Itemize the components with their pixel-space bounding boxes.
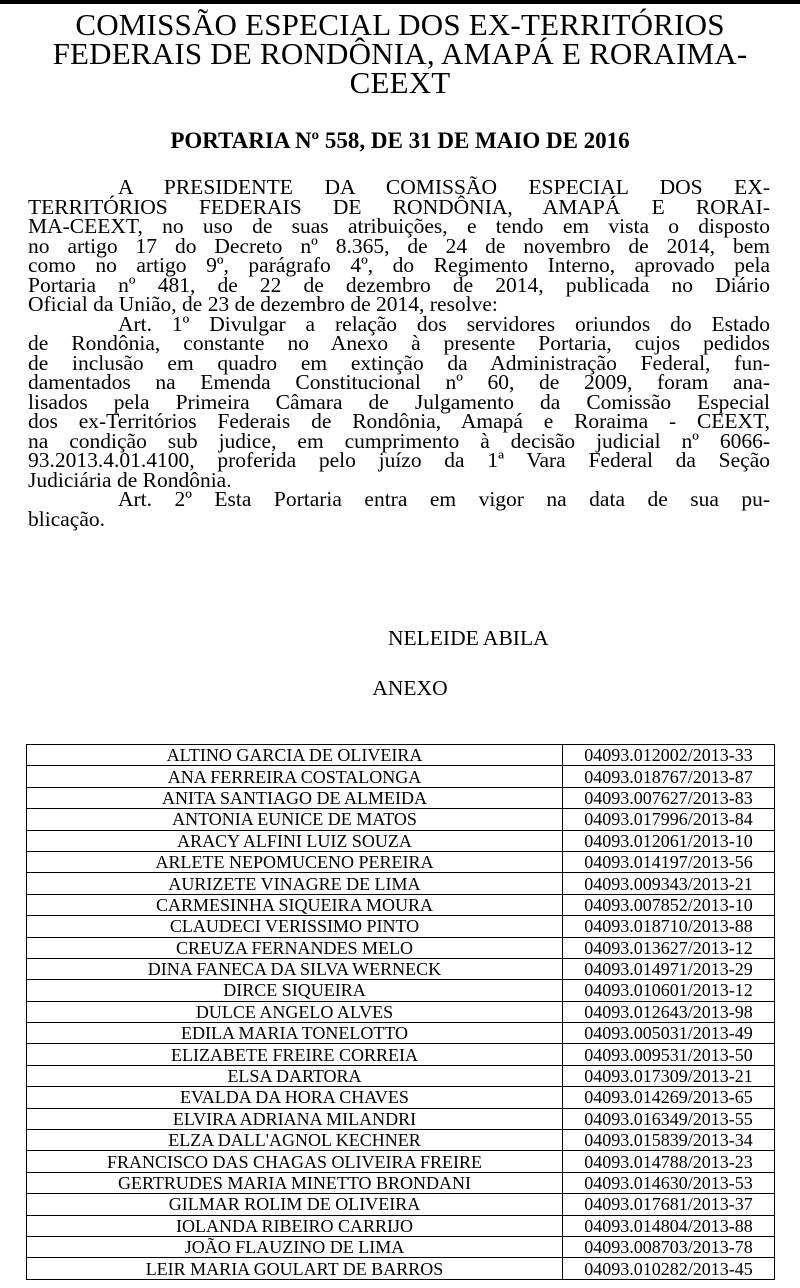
table-row [27,1130,775,1151]
body-line: 93.2013.4.01.4100, proferida pelo juízo da 1ª Vara Federal da Seção [28,448,770,472]
table-row [27,1194,775,1215]
body-line: Judiciária de Rondônia. [28,467,232,492]
table-row [27,745,775,766]
table-row [27,1172,775,1193]
servidor-name-cell: DIRCE SIQUEIRA [27,980,563,1001]
table-row [27,894,775,915]
body-line: dos ex-Territórios Federais de Rondônia, Amapá e Roraima - CEEXT, [28,409,770,433]
body-line: de Rondônia, constante no Anexo à presente Portaria, cujos pedidos [28,331,770,355]
servidor-name-cell: ELZA DALL'AGNOL KECHNER [27,1130,563,1151]
table-row [27,830,775,851]
body-line: A PRESIDENTE DA COMISSÃO ESPECIAL DOS EX- [118,175,770,199]
top-rule [0,0,800,4]
servidor-name-cell: IOLANDA RIBEIRO CARRIJO [27,1215,563,1236]
body-line: MA-CEEXT, no uso de suas atribuições, e tendo em vista o disposto [28,214,770,238]
process-number-cell: 04093.017309/2013-21 [563,1065,775,1086]
header-title-line-2: FEDERAIS DE RONDÔNIA, AMAPÁ E RORAIMA- [52,36,748,71]
process-number-cell: 04093.009343/2013-21 [563,873,775,894]
body-line: Portaria nº 481, de 22 de dezembro de 2014, publicada no Diário [28,272,770,297]
servidor-name-cell: FRANCISCO DAS CHAGAS OLIVEIRA FREIRE [27,1151,563,1172]
body-line: lisados pela Primeira Câmara de Julgamento da Comissão Especial [28,389,770,414]
servidor-name-cell: ELSA DARTORA [27,1065,563,1086]
body-line: como no artigo 9º, parágrafo 4º, do Regimento Interno, aprovado pela [28,253,770,277]
servidor-name-cell: ARACY ALFINI LUIZ SOUZA [27,830,563,851]
body-line: na condição sub judice, em cumprimento à decisão judicial nº 6066- [28,428,770,453]
servidor-name-cell: JOÃO FLAUZINO DE LIMA [27,1236,563,1257]
process-number-cell: 04093.018710/2013-88 [563,916,775,937]
table-row [27,937,775,958]
table-row [27,787,775,808]
servidor-name-cell: ANTONIA EUNICE DE MATOS [27,809,563,830]
anexo-table-body [27,745,775,1280]
servidor-name-cell: ALTINO GARCIA DE OLIVEIRA [27,745,563,766]
header-title-line-1: COMISSÃO ESPECIAL DOS EX-TERRITÓRIOS [75,7,725,42]
table-row [27,851,775,872]
process-number-cell: 04093.014804/2013-88 [563,1215,775,1236]
process-number-cell: 04093.010601/2013-12 [563,980,775,1001]
document-header [0,7,800,100]
servidor-name-cell: GILMAR ROLIM DE OLIVEIRA [27,1194,563,1215]
process-number-cell: 04093.014269/2013-65 [563,1087,775,1108]
process-number-cell: 04093.007627/2013-83 [563,787,775,808]
table-row [27,1215,775,1236]
body-line: Art. 1º Divulgar a relação dos servidores oriundos do Estado [118,311,770,336]
body-line: Art. 2º Esta Portaria entra em vigor na data de sua pu- [118,487,770,511]
anexo-title: ANEXO [372,676,448,700]
servidor-name-cell: ANA FERREIRA COSTALONGA [27,766,563,787]
process-number-cell: 04093.018767/2013-87 [563,766,775,787]
body-line: no artigo 17 do Decreto nº 8.365, de 24 de novembro de 2014, bem [28,233,770,258]
table-row [27,1023,775,1044]
servidor-name-cell: CREUZA FERNANDES MELO [27,937,563,958]
process-number-cell: 04093.014788/2013-23 [563,1151,775,1172]
process-number-cell: 04093.017996/2013-84 [563,809,775,830]
table-row [27,873,775,894]
servidor-name-cell: CARMESINHA SIQUEIRA MOURA [27,894,563,915]
body-line: damentados na Emenda Constitucional nº 60, de 2009, foram ana- [28,370,770,394]
process-number-cell: 04093.007852/2013-10 [563,894,775,915]
table-row [27,980,775,1001]
anexo-table [26,744,775,1280]
process-number-cell: 04093.009531/2013-50 [563,1044,775,1065]
body-line: de inclusão em quadro em extinção da Administração Federal, fun- [28,350,770,375]
table-row [27,1108,775,1129]
process-number-cell: 04093.014630/2013-53 [563,1172,775,1193]
process-number-cell: 04093.012002/2013-33 [563,745,775,766]
servidor-name-cell: ELIZABETE FREIRE CORREIA [27,1044,563,1065]
table-row [27,1065,775,1086]
body-line: TERRITÓRIOS FEDERAIS DE RONDÔNIA, AMAPÁ E RORAI- [28,194,770,219]
servidor-name-cell: DULCE ANGELO ALVES [27,1001,563,1022]
table-row [27,1087,775,1108]
table-row [27,766,775,787]
process-number-cell: 04093.005031/2013-49 [563,1023,775,1044]
servidor-name-cell: ANITA SANTIAGO DE ALMEIDA [27,787,563,808]
servidor-name-cell: LEIR MARIA GOULART DE BARROS [27,1258,563,1279]
servidor-name-cell: ELVIRA ADRIANA MILANDRI [27,1108,563,1129]
process-number-cell: 04093.014971/2013-29 [563,958,775,979]
table-row [27,916,775,937]
servidor-name-cell: EVALDA DA HORA CHAVES [27,1087,563,1108]
signature-name: NELEIDE ABILA [388,626,549,650]
table-row [27,1236,775,1257]
servidor-name-cell: EDILA MARIA TONELOTTO [27,1023,563,1044]
process-number-cell: 04093.012061/2013-10 [563,830,775,851]
portaria-body [28,175,770,531]
servidor-name-cell: DINA FANECA DA SILVA WERNECK [27,958,563,979]
table-row [27,1001,775,1022]
body-line: Oficial da União, de 23 de dezembro de 2014, resolve: [28,292,498,316]
process-number-cell: 04093.013627/2013-12 [563,937,775,958]
process-number-cell: 04093.016349/2013-55 [563,1108,775,1129]
process-number-cell: 04093.008703/2013-78 [563,1236,775,1257]
process-number-cell: 04093.010282/2013-45 [563,1258,775,1279]
body-line: blicação. [28,506,105,531]
table-row [27,1044,775,1065]
header-title-line-3: CEEXT [349,65,451,100]
servidor-name-cell: GERTRUDES MARIA MINETTO BRONDANI [27,1172,563,1193]
process-number-cell: 04093.017681/2013-37 [563,1194,775,1215]
servidor-name-cell: CLAUDECI VERISSIMO PINTO [27,916,563,937]
table-row [27,958,775,979]
table-row [27,1151,775,1172]
servidor-name-cell: AURIZETE VINAGRE DE LIMA [27,873,563,894]
servidor-name-cell: ARLETE NEPOMUCENO PEREIRA [27,851,563,872]
table-row [27,809,775,830]
portaria-title: PORTARIA Nº 558, DE 31 DE MAIO DE 2016 [170,128,630,153]
process-number-cell: 04093.012643/2013-98 [563,1001,775,1022]
process-number-cell: 04093.014197/2013-56 [563,851,775,872]
table-row [27,1258,775,1279]
process-number-cell: 04093.015839/2013-34 [563,1130,775,1151]
